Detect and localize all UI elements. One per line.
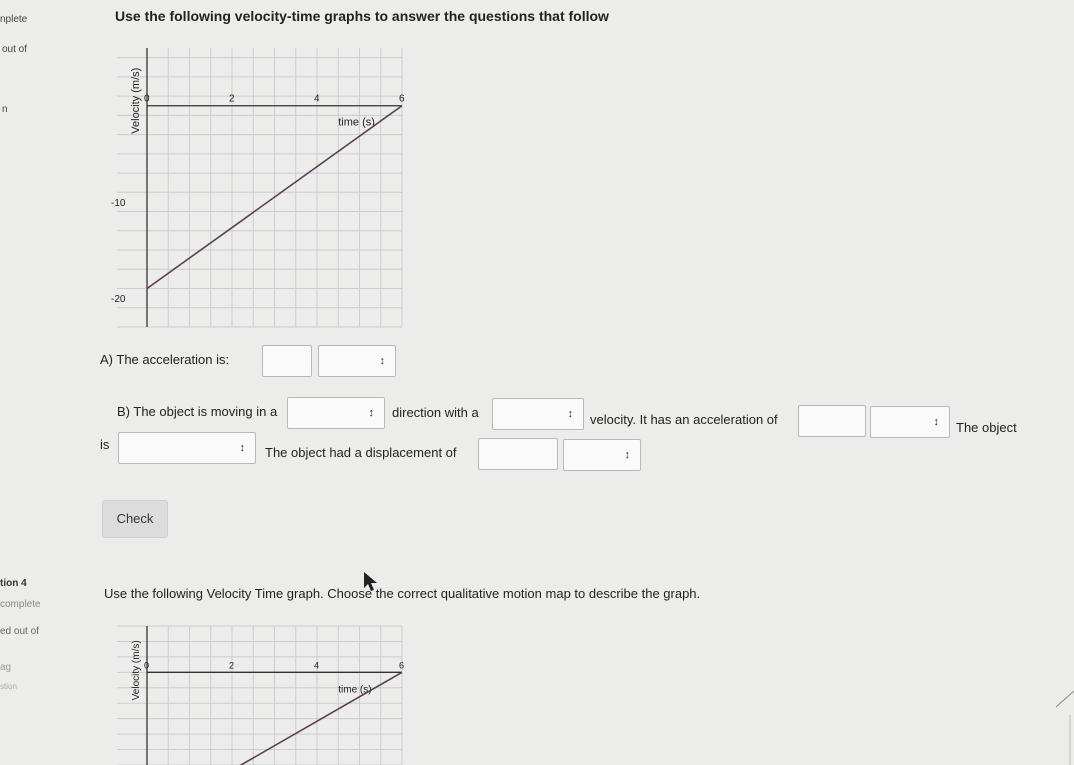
q4-heading: Use the following Velocity Time graph. Choose the correct qualitative motion map to describe the graph. [104,586,701,601]
y-axis-label: Velocity (m/s) [131,640,142,701]
check-button[interactable]: Check [102,500,168,538]
x-tick-label: 6 [399,93,405,105]
part-b-text-5: is [100,437,110,452]
x-tick-label: 2 [229,93,235,105]
q4-side-fragment-2: stion [0,682,17,691]
y-axis-label: Velocity (m/s) [130,67,142,134]
page-edge-line [1030,685,1074,765]
velocity-type-select[interactable] [492,398,584,430]
select-arrows-icon: ↕ [624,449,630,461]
q3-side-fragment: n [2,104,8,115]
x-tick-label: 2 [229,660,235,671]
part-b-text-2: direction with a [392,405,479,420]
select-arrows-icon: ↕ [933,416,939,428]
part-a-label: A) The acceleration is: [100,352,230,367]
motion-state-select[interactable] [118,432,256,464]
x-tick-label: 0 [144,93,150,105]
direction-select[interactable] [287,397,385,429]
displacement-unit-select[interactable] [563,439,641,471]
x-tick-label: 6 [399,660,405,671]
b-acceleration-unit-select[interactable] [870,406,950,438]
x-axis-label: time (s) [338,116,375,129]
displacement-value-input[interactable] [478,438,558,470]
b-acceleration-value-input[interactable] [798,405,866,437]
part-b-text-3: velocity. It has an acceleration of [590,412,778,427]
x-tick-label: 4 [314,660,320,671]
x-tick-label: 0 [144,660,150,671]
select-arrows-icon: ↕ [239,442,245,454]
x-tick-label: 4 [314,93,320,105]
x-axis-label: time (s) [338,684,372,696]
velocity-time-chart-2 [100,618,420,765]
y-tick-label: -20 [111,294,126,306]
select-arrows-icon: ↕ [567,408,573,420]
part-b-text-1: B) The object is moving in a [117,404,278,419]
part-b-text-6: The object had a displacement of [265,445,457,460]
select-arrows-icon: ↕ [368,407,374,419]
select-arrows-icon: ↕ [379,355,385,367]
velocity-time-chart-1 [100,40,420,335]
q3-complete-status: nplete [0,14,28,25]
q3-out-of: out of [2,44,28,55]
y-tick-label: -10 [111,197,126,209]
q4-complete-status: complete [0,599,41,610]
part-b-text-4: The object [956,420,1017,435]
acceleration-value-input[interactable] [262,345,312,377]
q4-side-fragment-1: ag [0,662,12,673]
q3-heading: Use the following velocity-time graphs to answer the questions that follow [115,8,609,24]
q4-number: tion 4 [0,578,27,589]
acceleration-unit-select[interactable] [318,345,396,377]
q4-out-of: ed out of [0,626,39,637]
